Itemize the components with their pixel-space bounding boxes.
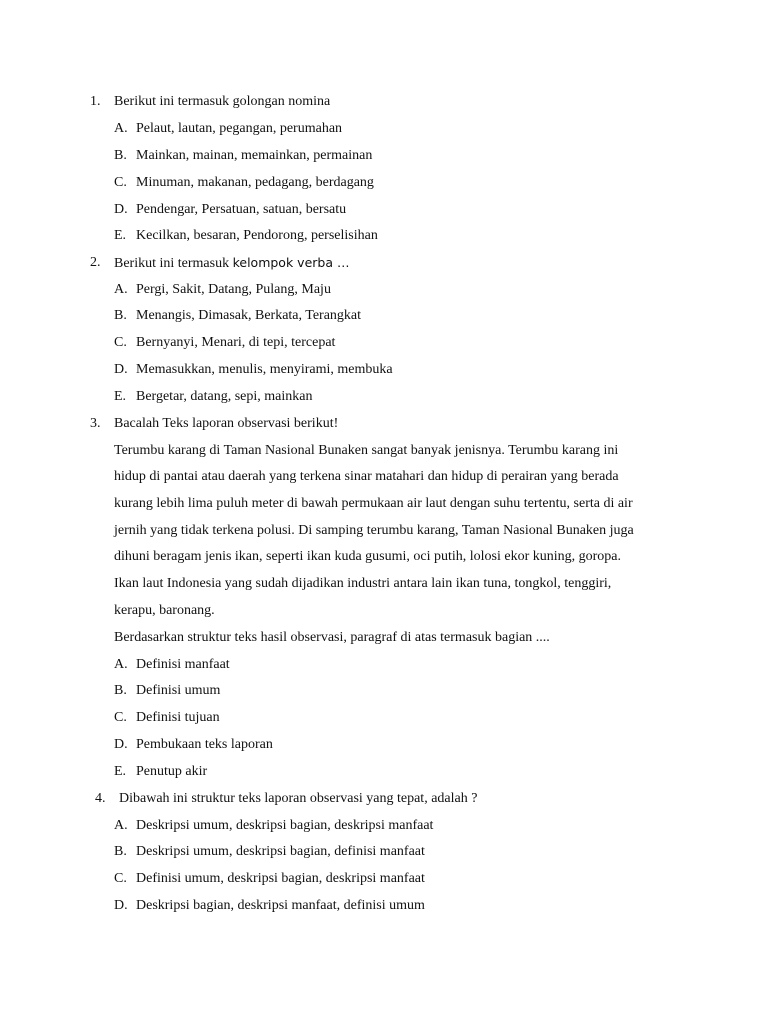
- q2-option-c-text: Bernyanyi, Menari, di tepi, tercepat: [136, 335, 336, 350]
- q1-option-b-text: Mainkan, mainan, memainkan, permainan: [136, 148, 373, 163]
- passage-line: kurang lebih lima puluh meter di bawah permukaan air laut dengan suhu tertentu, serta di air: [114, 496, 633, 511]
- q3-option-d-text: Pembukaan teks laporan: [136, 737, 273, 752]
- question-2-number: 2.: [90, 255, 101, 270]
- q2-option-d-text: Memasukkan, menulis, menyirami, membuka: [136, 362, 393, 377]
- q4-option-d-letter: D.: [114, 898, 128, 913]
- q4-option-b-text: Deskripsi umum, deskripsi bagian, definisi manfaat: [136, 844, 425, 859]
- q1-option-e-text: Kecilkan, besaran, Pendorong, perselisihan: [136, 228, 378, 243]
- q3-option-a-text: Definisi manfaat: [136, 657, 230, 672]
- q1-option-a-letter: A.: [114, 121, 128, 136]
- question-4-number: 4.: [95, 791, 106, 806]
- q1-option-d-text: Pendengar, Persatuan, satuan, bersatu: [136, 202, 347, 217]
- question-3-stem: Bacalah Teks laporan observasi berikut!: [114, 416, 339, 431]
- passage-line: hidup di pantai atau daerah yang terkena sinar matahari dan hidup di perairan yang berada: [114, 469, 619, 484]
- q2-option-a-letter: A.: [114, 282, 128, 297]
- q2-option-c-letter: C.: [114, 335, 127, 350]
- question-1-number: 1.: [90, 94, 101, 109]
- q3-option-e-text: Penutup akir: [136, 764, 208, 779]
- q4-option-d-text: Deskripsi bagian, deskripsi manfaat, definisi umum: [136, 898, 425, 913]
- q4-option-a-letter: A.: [114, 818, 128, 833]
- question-1-stem: Berikut ini termasuk golongan nomina: [114, 94, 331, 109]
- question-3-number: 3.: [90, 416, 101, 431]
- q3-option-b-letter: B.: [114, 683, 127, 698]
- q4-option-c-letter: C.: [114, 871, 127, 886]
- passage-line: dihuni beragam jenis ikan, seperti ikan kuda gusumi, oci putih, lolosi ekor kuning, goropa.: [114, 549, 622, 564]
- passage-line: jernih yang tidak terkena polusi. Di samping terumbu karang, Taman Nasional Bunaken juga: [114, 523, 634, 538]
- question-3-prompt: Berdasarkan struktur teks hasil observasi, paragraf di atas termasuk bagian ....: [114, 630, 550, 645]
- q2-option-b-letter: B.: [114, 308, 127, 323]
- question-4-stem: Dibawah ini struktur teks laporan observasi yang tepat, adalah ?: [119, 791, 478, 806]
- question-2-stem-sans: kelompok verba …: [232, 255, 350, 270]
- q1-option-e-letter: E.: [114, 228, 127, 243]
- q2-option-e-text: Bergetar, datang, sepi, mainkan: [136, 389, 313, 404]
- q2-option-e-letter: E.: [114, 389, 127, 404]
- question-2-stem: [114, 254, 349, 273]
- q4-option-a-text: Deskripsi umum, deskripsi bagian, deskripsi manfaat: [136, 818, 434, 833]
- q3-option-a-letter: A.: [114, 657, 128, 672]
- passage-line: kerapu, baronang.: [114, 603, 215, 618]
- passage-line: Ikan laut Indonesia yang sudah dijadikan industri antara lain ikan tuna, tongkol, tenggiri,: [114, 576, 612, 591]
- q2-option-a-text: Pergi, Sakit, Datang, Pulang, Maju: [136, 282, 331, 297]
- q1-option-a-text: Pelaut, lautan, pegangan, perumahan: [136, 121, 343, 136]
- q2-option-b-text: Menangis, Dimasak, Berkata, Terangkat: [136, 308, 362, 323]
- q4-option-c-text: Definisi umum, deskripsi bagian, deskripsi manfaat: [136, 871, 425, 886]
- q1-option-d-letter: D.: [114, 202, 128, 217]
- q4-option-b-letter: B.: [114, 844, 127, 859]
- question-2-stem-serif: Berikut ini termasuk: [114, 256, 233, 271]
- q3-option-e-letter: E.: [114, 764, 127, 779]
- q1-option-b-letter: B.: [114, 148, 127, 163]
- q3-option-c-letter: C.: [114, 710, 127, 725]
- q1-option-c-letter: C.: [114, 175, 127, 190]
- q3-option-b-text: Definisi umum: [136, 683, 221, 698]
- q3-option-c-text: Definisi tujuan: [136, 710, 220, 725]
- passage-line: Terumbu karang di Taman Nasional Bunaken sangat banyak jenisnya. Terumbu karang ini: [114, 443, 619, 458]
- q2-option-d-letter: D.: [114, 362, 128, 377]
- q1-option-c-text: Minuman, makanan, pedagang, berdagang: [136, 175, 374, 190]
- q3-option-d-letter: D.: [114, 737, 128, 752]
